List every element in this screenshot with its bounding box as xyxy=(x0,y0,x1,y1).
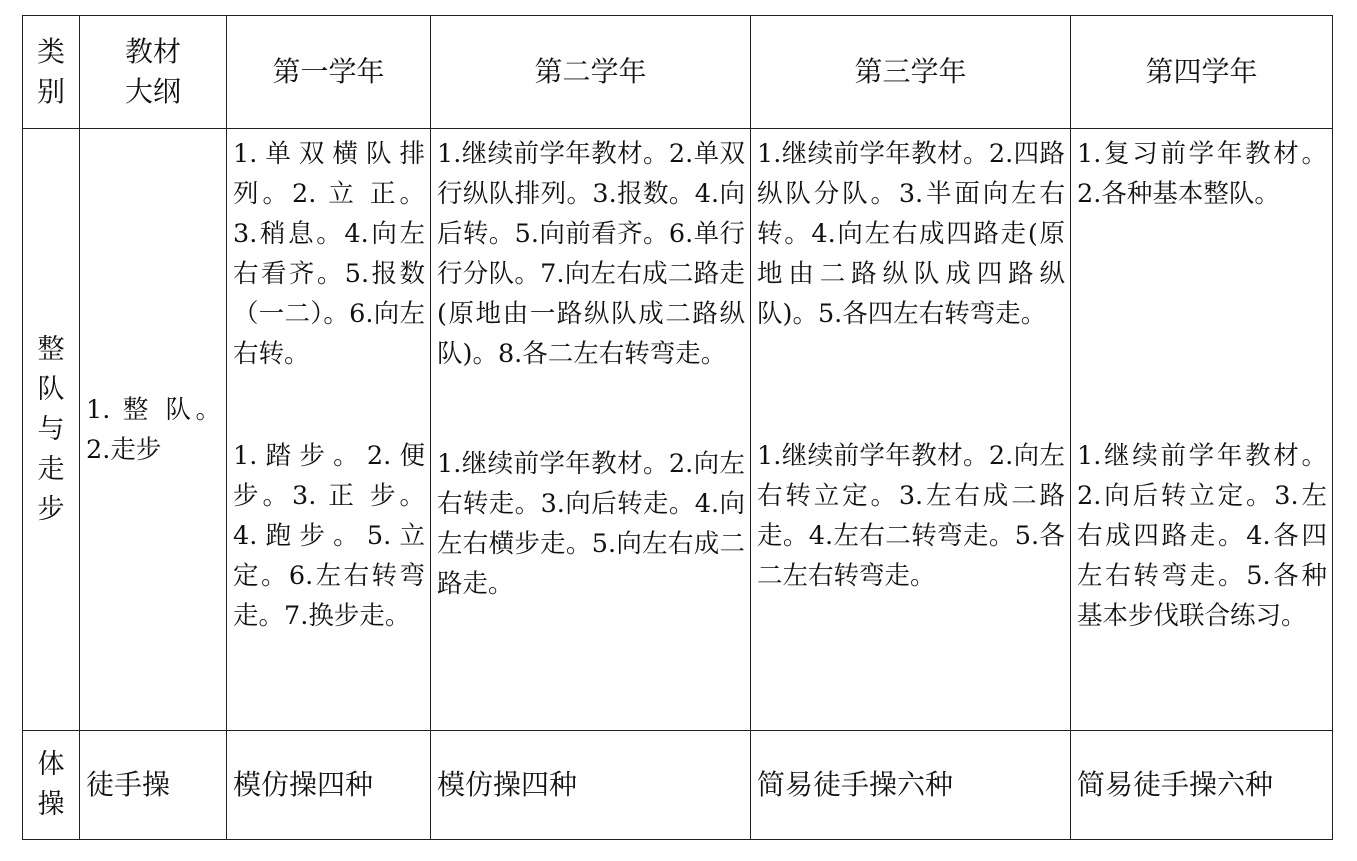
header-year-2: 第二学年 xyxy=(431,16,751,129)
gym-year-1: 模仿操四种 xyxy=(227,731,431,840)
row-outline: 徒手操 xyxy=(80,731,227,840)
category-char: 体 xyxy=(37,749,65,780)
header-category-line-1: 类 xyxy=(36,35,65,68)
category-char: 步 xyxy=(37,493,65,525)
year-2-cell xyxy=(431,129,751,731)
marching-year-1: 1.踏步。2.便步。3. 正 步。4.跑步。5.立定。6.左右转弯走。7.换步走。 xyxy=(233,441,425,631)
header-outline-line-1: 教材 xyxy=(124,35,181,68)
header-year-4: 第四学年 xyxy=(1071,16,1333,129)
row-formation-marching xyxy=(23,129,1333,731)
category-char: 整 xyxy=(37,333,65,365)
category-char: 与 xyxy=(37,413,65,445)
row-category xyxy=(23,731,80,840)
row-outline xyxy=(80,129,227,731)
curriculum-table xyxy=(22,15,1333,840)
marching-year-4: 1.继续前学年教材。2.向后转立定。3.左右成四路走。4.各四左右转弯走。5.各种基本步伐联合练习。 xyxy=(1077,441,1327,631)
formation-year-1: 1.单双横队排列。2. 立 正。3.稍息。4.向左右看齐。5.报数（一二）。6.向左右转。 xyxy=(233,139,425,369)
category-char: 操 xyxy=(37,789,65,820)
year-3-cell xyxy=(751,129,1071,731)
row-gymnastics xyxy=(23,731,1333,840)
formation-year-3: 1.继续前学年教材。2.四路纵队分队。3.半面向左右转。4.向左右成四路走(原地由二路纵队成四路纵队)。5.各四左右转弯走。 xyxy=(757,139,1065,329)
header-outline-line-2: 大纲 xyxy=(124,75,181,108)
marching-year-3: 1.继续前学年教材。2.向左右转立定。3.左右成二路走。4.左右二转弯走。5.各二左右转弯走。 xyxy=(757,441,1065,591)
formation-year-4: 1.复习前学年教材。2.各种基本整队。 xyxy=(1077,139,1327,209)
header-year-1: 第一学年 xyxy=(227,16,431,129)
marching-year-2: 1.继续前学年教材。2.向左右转走。3.向后转走。4.向左右横步走。5.向左右成二路走。 xyxy=(437,449,745,599)
gym-year-4: 简易徒手操六种 xyxy=(1071,731,1333,840)
gym-year-3: 简易徒手操六种 xyxy=(751,731,1071,840)
header-category-line-2: 别 xyxy=(36,75,65,108)
header-category xyxy=(23,16,80,129)
outline-text: 1. 整 队。2.走步 xyxy=(86,394,221,465)
row-category xyxy=(23,129,80,731)
category-char: 走 xyxy=(37,453,65,485)
year-1-cell xyxy=(227,129,431,731)
header-year-3: 第三学年 xyxy=(751,16,1071,129)
gym-year-2: 模仿操四种 xyxy=(431,731,751,840)
header-outline xyxy=(80,16,227,129)
category-char: 队 xyxy=(37,373,65,405)
year-4-cell xyxy=(1071,129,1333,731)
formation-year-2: 1.继续前学年教材。2.单双行纵队排列。3.报数。4.向后转。5.向前看齐。6.单行行分队。7.向左右成二路走(原地由一路纵队成二路纵队)。8.各二左右转弯走。 xyxy=(437,139,745,369)
header-row xyxy=(23,16,1333,129)
